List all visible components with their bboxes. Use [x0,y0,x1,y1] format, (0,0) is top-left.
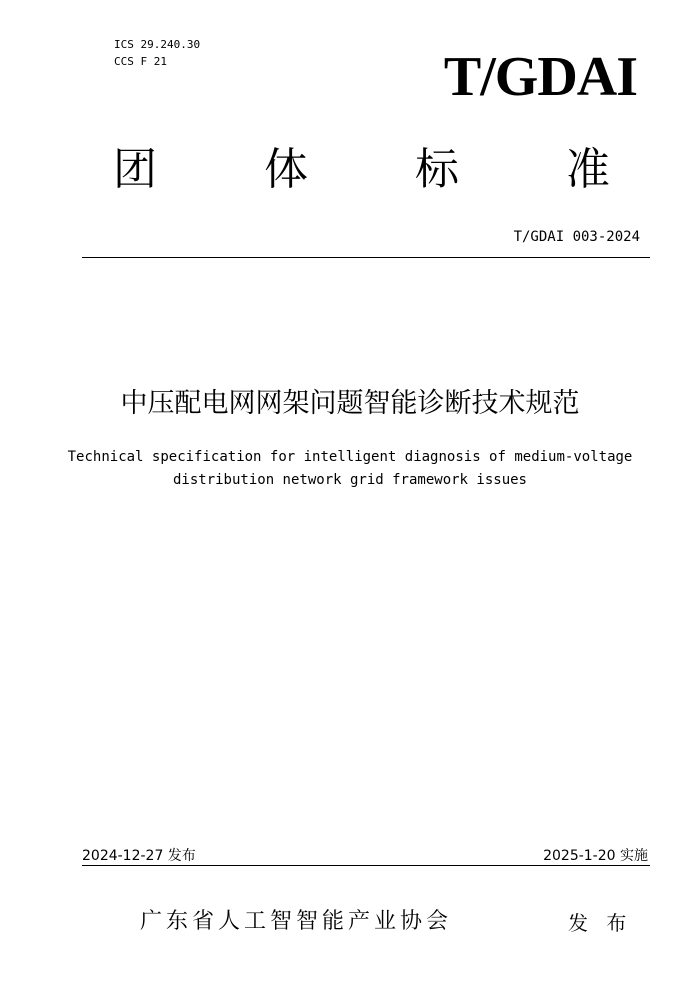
standard-type-char-4: 准 [566,144,610,195]
standard-type-char-3: 标 [415,144,459,195]
publisher-name: 广东省人工智智能产业协会 [140,909,453,934]
title-chinese: 中压配电网网架问题智能诊断技术规范 [120,388,580,419]
document-number: T/GDAI 003-2024 [513,229,640,245]
title-english-line-2: distribution network grid framework issues [172,472,527,488]
ccs-code: CCS F 21 [114,55,167,68]
title-english-line-1: Technical specification for intelligent diagnosis of medium-voltage [67,449,633,465]
header-divider [82,257,650,258]
publish-label: 发 布 [568,911,633,935]
footer-divider [82,865,650,866]
publish-date: 2024-12-27 发布 [82,848,196,864]
ics-code: ICS 29.240.30 [114,38,201,51]
implement-date: 2025-1-20 实施 [543,848,648,864]
standard-logo: T/GDAI [443,46,637,108]
standard-type-char-1: 团 [113,144,157,195]
standard-type-char-2: 体 [264,144,308,195]
